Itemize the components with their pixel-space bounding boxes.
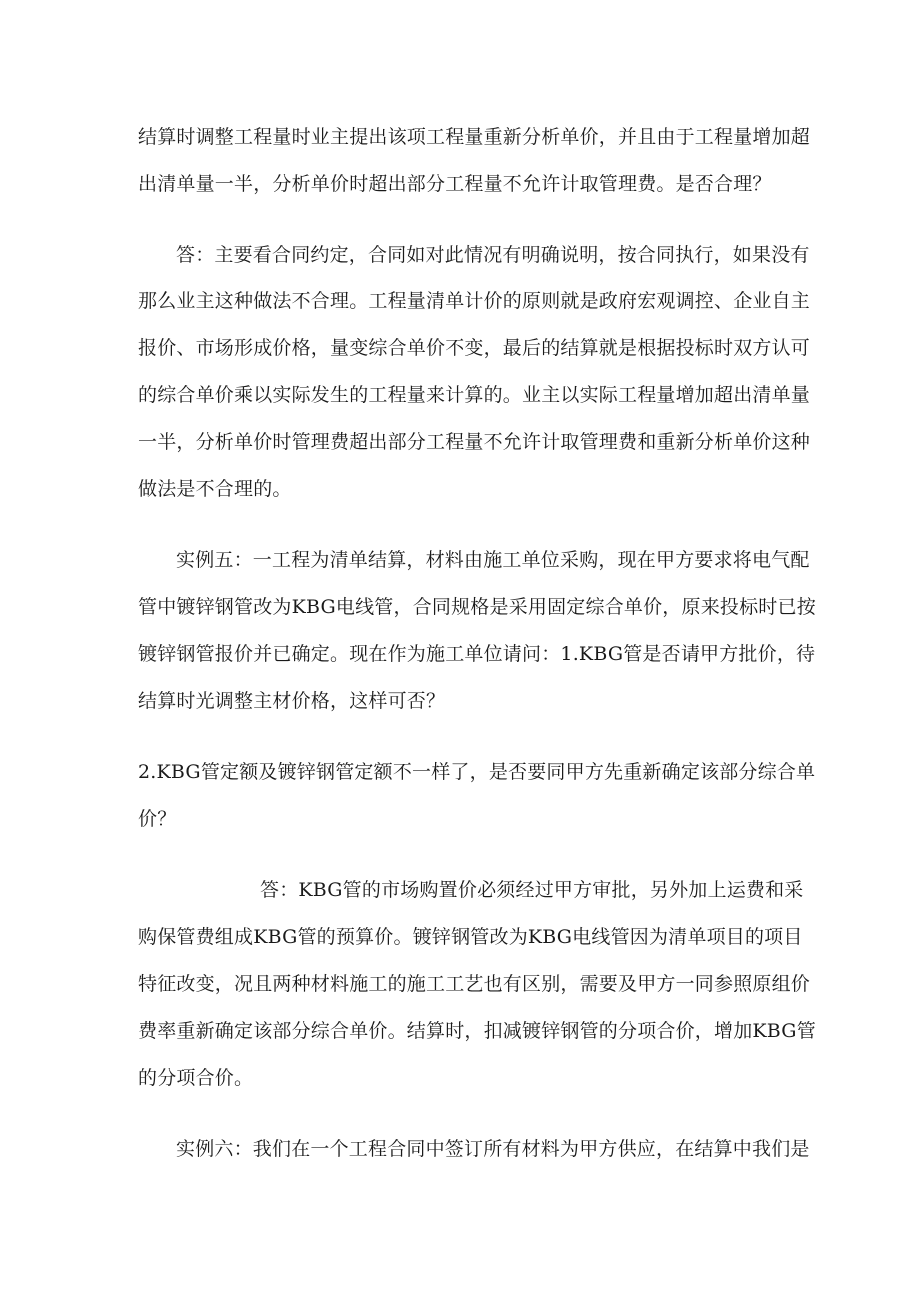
answer1-line-6: 做法是不合理的。 [138, 478, 292, 500]
example6-line-1: 实例六：我们在一个工程合同中签订所有材料为甲方供应，在结算中我们是 [176, 1138, 810, 1160]
example5-line-3: 镀锌钢管报价并已确定。现在作为施工单位请问：1.KBG管是否请甲方批价，待 [138, 643, 816, 665]
answer2-line-2: 购保管费组成KBG管的预算价。镀锌钢管改为KBG电线管因为清单项目的项目 [138, 926, 803, 948]
answer1-line-2: 那么业主这种做法不合理。工程量清单计价的原则就是政府宏观调控、企业自主 [138, 290, 811, 312]
example5-line-4: 结算时光调整主材价格，这样可否？ [138, 690, 446, 712]
example5-line-1: 实例五：一工程为清单结算，材料由施工单位采购，现在甲方要求将电气配 [176, 549, 810, 571]
answer1-line-4: 的综合单价乘以实际发生的工程量来计算的。业主以实际工程量增加超出清单量 [138, 384, 811, 406]
question-line-1: 结算时调整工程量时业主提出该项工程量重新分析单价，并且由于工程量增加超 [138, 126, 811, 148]
question2-line-1: 2.KBG管定额及镀锌钢管定额不一样了，是否要同甲方先重新确定该部分综合单 [138, 761, 816, 783]
question-line-2: 出清单量一半，分析单价时超出部分工程量不允许计取管理费。是否合理？ [138, 173, 772, 195]
example5-line-2: 管中镀锌钢管改为KBG电线管，合同规格是采用固定综合单价，原来投标时已按 [138, 596, 816, 618]
answer2-line-4: 费率重新确定该部分综合单价。结算时，扣减镀锌钢管的分项合价，增加KBG管 [138, 1020, 816, 1042]
answer1-line-5: 一半，分析单价时管理费超出部分工程量不允许计取管理费和重新分析单价这种 [138, 431, 811, 453]
answer2-line-3: 特征改变，况且两种材料施工的施工工艺也有区别，需要及甲方一同参照原组价 [138, 973, 811, 995]
answer2-line-1: 答：KBG管的市场购置价必须经过甲方审批，另外加上运费和采 [260, 879, 804, 901]
answer2-line-5: 的分项合价。 [138, 1067, 254, 1089]
answer1-line-3: 报价、市场形成价格，量变综合单价不变，最后的结算就是根据投标时双方认可 [138, 337, 811, 359]
answer1-line-1: 答：主要看合同约定，合同如对此情况有明确说明，按合同执行，如果没有 [176, 244, 810, 266]
question2-line-2: 价？ [138, 808, 177, 830]
